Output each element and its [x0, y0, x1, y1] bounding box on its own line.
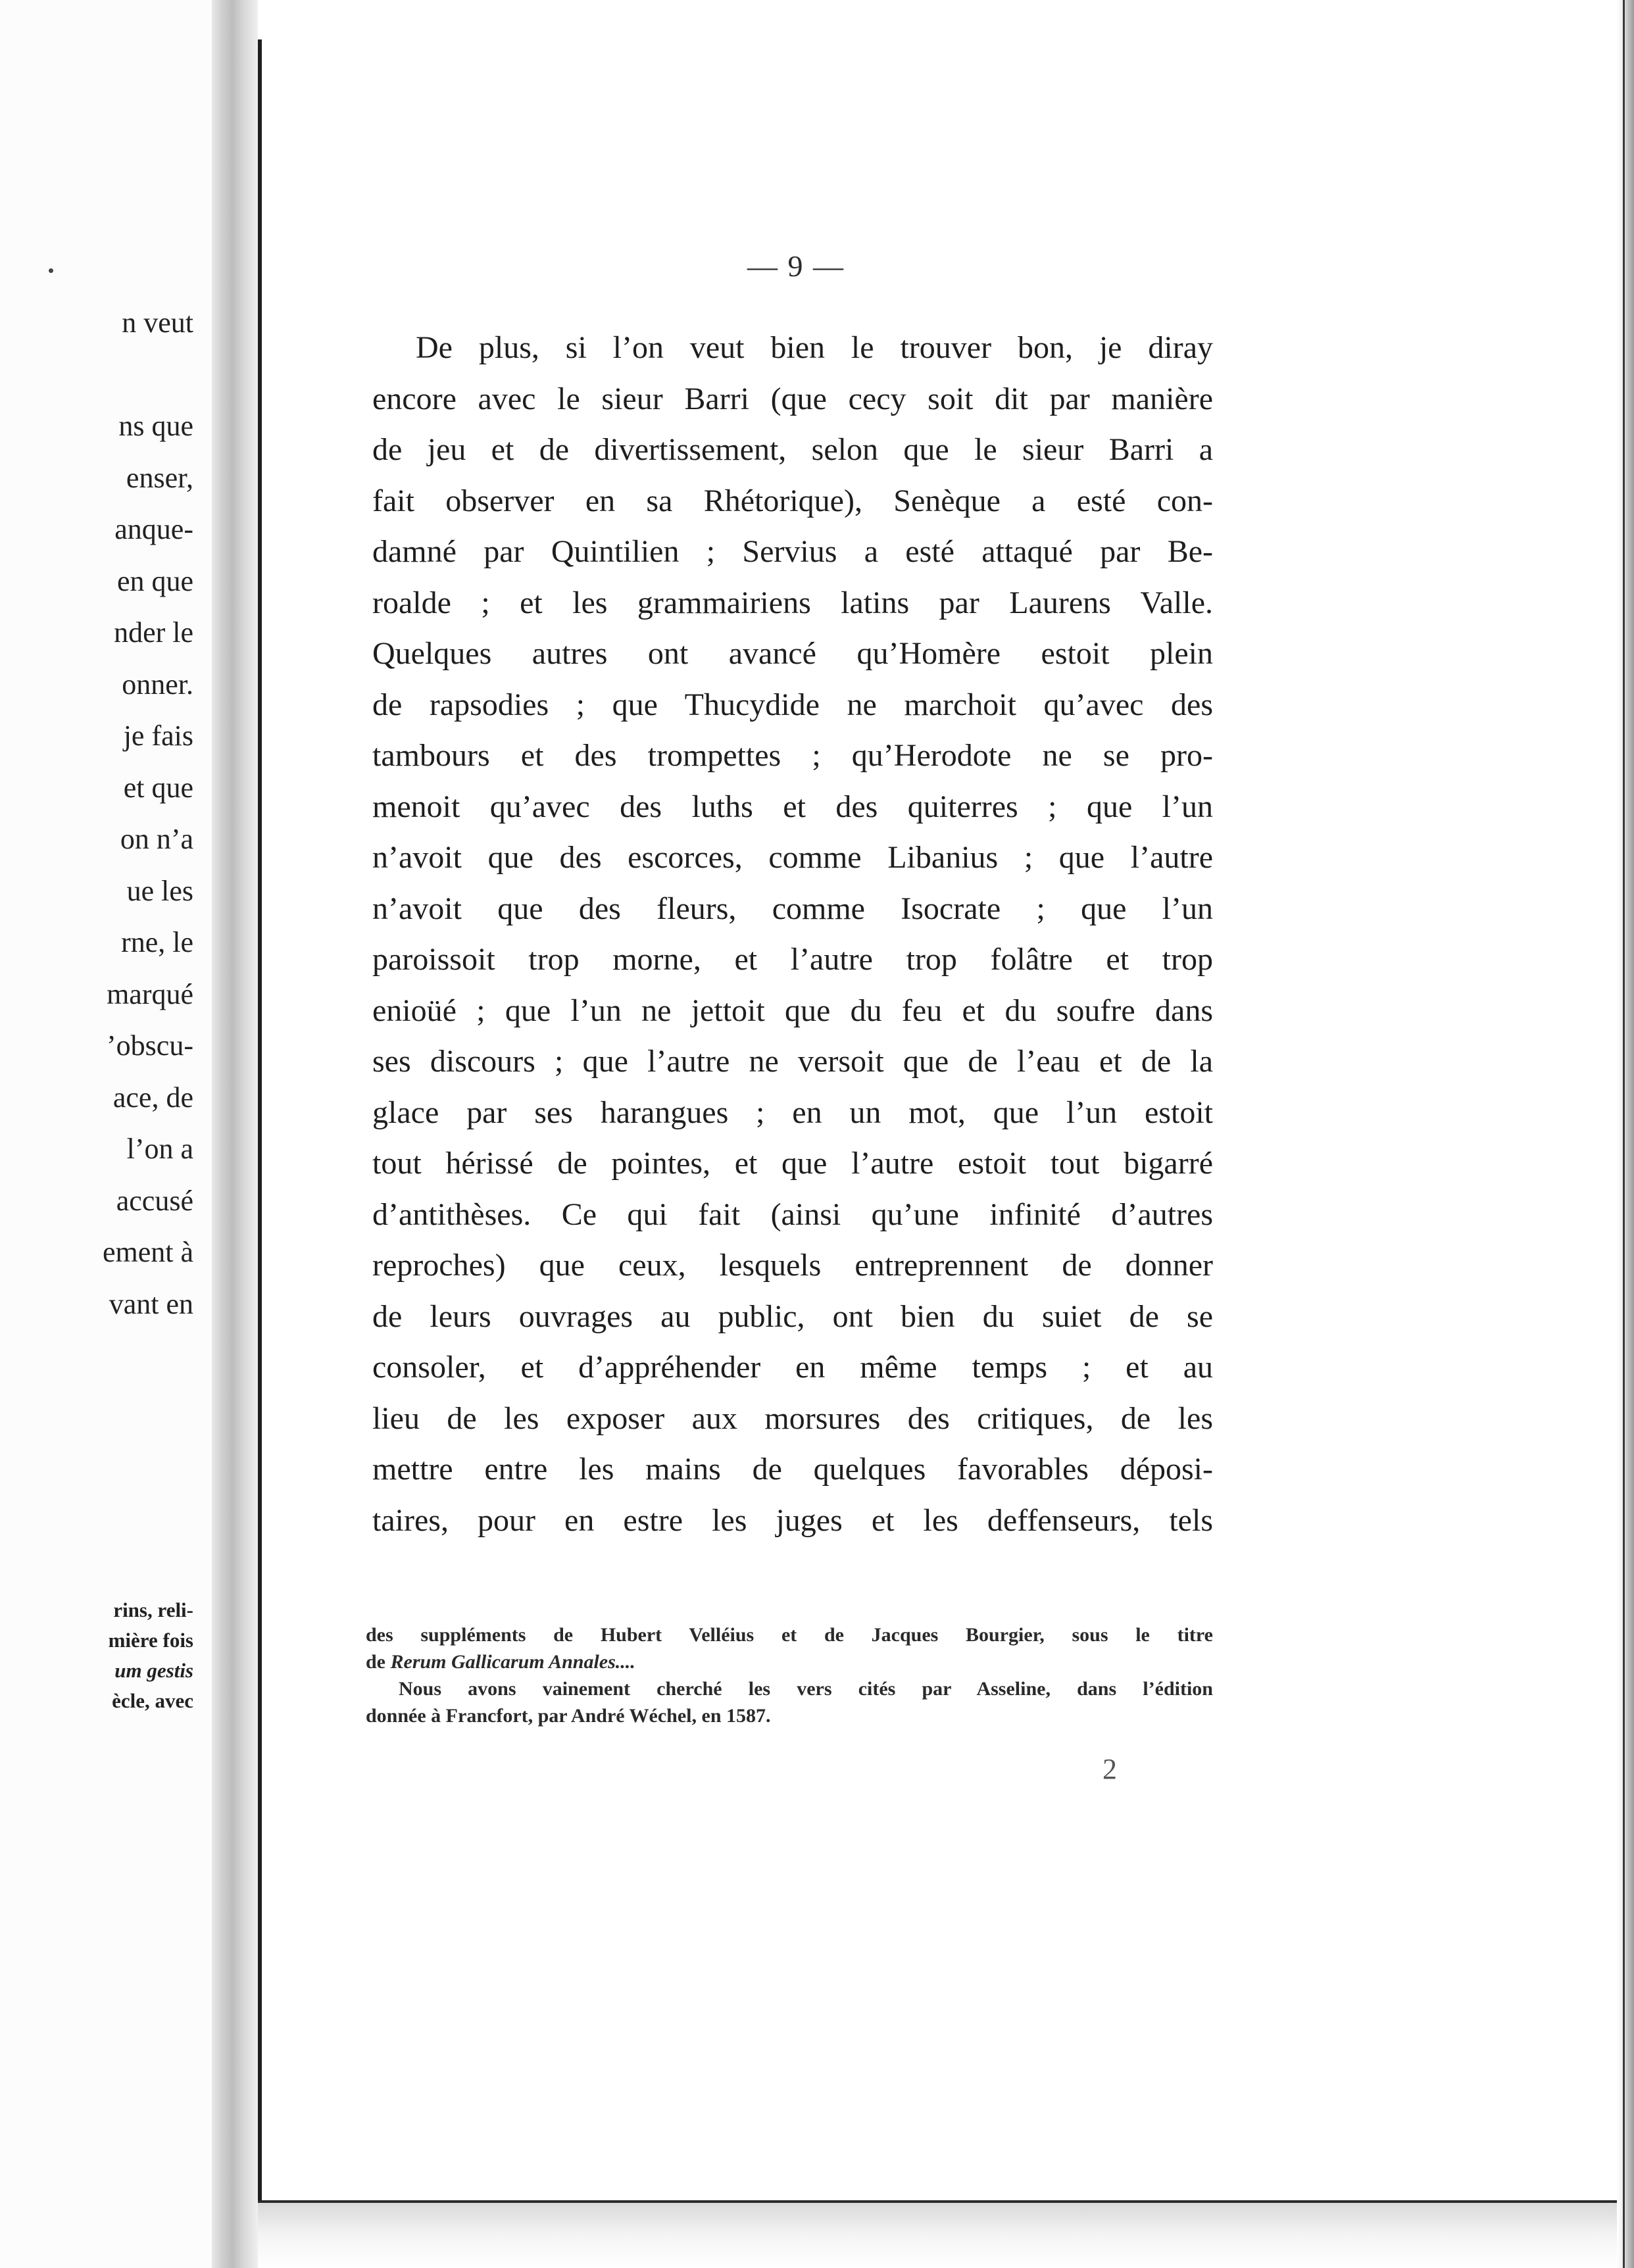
- prev-text-line: ace, de: [112, 1081, 193, 1114]
- prev-text-line: n veut: [122, 307, 193, 339]
- page-number: — 9 —: [747, 249, 845, 283]
- prev-text-line: anque-: [114, 513, 193, 545]
- prev-text-line: et que: [123, 771, 193, 804]
- page-edge-shadow: [1617, 0, 1634, 2268]
- previous-page-fragment: [0, 0, 212, 2268]
- prev-footnote-line: rins, reli-: [113, 1598, 193, 1621]
- prev-text-line: rne, le: [121, 926, 193, 958]
- prev-text-line: ue les: [126, 874, 193, 907]
- text-line: tambours et des trompettes ; qu’Herodote ne se pro-: [372, 738, 1213, 773]
- text-line: tout hérissé de pointes, et que l’autre estoit tout bigarré: [372, 1146, 1213, 1181]
- footnotes: [366, 1621, 1213, 1729]
- text-line: de leurs ouvrages au public, ont bien du suiet de se: [372, 1298, 1213, 1334]
- footnote-line: Nous avons vainement cherché les vers cités par Asseline, dans l’édition: [399, 1678, 1213, 1700]
- prev-text-line: accusé: [116, 1184, 193, 1217]
- page-edge-line: [1623, 0, 1625, 2268]
- text-line: ses discours ; que l’autre ne versoit que de l’eau et de la: [372, 1044, 1213, 1079]
- text-line: damné par Quintilien ; Servius a esté attaqué par Be-: [372, 534, 1213, 569]
- text-line: de jeu et de divertissement, selon que le sieur Barri a: [372, 432, 1213, 467]
- prev-text-line: ement à: [102, 1236, 193, 1268]
- footnote-title: Rerum Gallicarum Annales....: [390, 1651, 635, 1673]
- footnote-line: des suppléments de Hubert Velléius et de Jacques Bourgier, sous le titre: [366, 1624, 1213, 1646]
- text-line: fait observer en sa Rhétorique), Senèque a esté con-: [372, 483, 1213, 518]
- text-line: De plus, si l’on veut bien le trouver bon, je diray: [416, 330, 1213, 365]
- text-line: glace par ses harangues ; en un mot, que l’un estoit: [372, 1095, 1213, 1130]
- previous-page-text: [103, 297, 193, 1330]
- prev-text-line: enser,: [126, 461, 193, 494]
- prev-text-line: ’obscu-: [107, 1029, 193, 1062]
- text-line: menoit qu’avec des luths et des quiterres ; que l’un: [372, 789, 1213, 824]
- prev-text-line: onner.: [122, 668, 193, 701]
- text-line: reproches) que ceux, lesquels entreprennent de donner: [372, 1248, 1213, 1283]
- text-line: consoler, et d’appréhender en même temps ; et au: [372, 1350, 1213, 1385]
- prev-text-line: nder le: [114, 616, 193, 649]
- text-line: enioüé ; que l’un ne jettoit que du feu et du soufre dans: [372, 993, 1213, 1028]
- text-line: Quelques autres ont avancé qu’Homère estoit plein: [372, 636, 1213, 671]
- prev-text-line: on n’a: [120, 823, 193, 855]
- text-line: paroissoit trop morne, et l’autre trop folâtre et trop: [372, 942, 1213, 977]
- prev-text-line: vant en: [109, 1287, 193, 1320]
- previous-page-footnotes: [109, 1595, 193, 1716]
- book-gutter-shadow: [212, 0, 258, 2268]
- prev-footnote-line: mière fois: [108, 1629, 193, 1652]
- main-text: [372, 322, 1213, 1546]
- prev-text-line: je fais: [123, 720, 193, 752]
- page-fold-line: [258, 39, 262, 2210]
- prev-footnote-line: ècle, avec: [112, 1689, 193, 1712]
- footnote-line: donnée à Francfort, par André Wéchel, en 1587.: [366, 1705, 771, 1727]
- text-line: lieu de les exposer aux morsures des critiques, de les: [372, 1400, 1213, 1436]
- text-line: n’avoit que des escorces, comme Libanius ; que l’autre: [372, 840, 1213, 875]
- text-line: de rapsodies ; que Thucydide ne marchoit qu’avec des: [372, 687, 1213, 722]
- prev-text-line: marqué: [107, 977, 193, 1010]
- text-line: n’avoit que des fleurs, comme Isocrate ; que l’un: [372, 891, 1213, 926]
- prev-footnote-line: um gestis: [114, 1659, 193, 1682]
- text-line: roalde ; et les grammairiens latins par Laurens Valle.: [372, 585, 1213, 620]
- prev-text-line: l’on a: [126, 1133, 193, 1165]
- signature-mark: 2: [1102, 1753, 1117, 1785]
- ink-speck: [49, 268, 53, 273]
- text-line: d’antithèses. Ce qui fait (ainsi qu’une infinité d’autres: [372, 1196, 1213, 1232]
- footnote-prefix: de: [366, 1651, 385, 1673]
- footnote-line: [366, 1648, 1213, 1675]
- text-line: mettre entre les mains de quelques favorables déposi-: [372, 1452, 1213, 1487]
- text-line: taires, pour en estre les juges et les deffenseurs, tels: [372, 1502, 1213, 1538]
- page-bottom-shadow: [258, 2203, 1617, 2268]
- prev-text-line: en que: [116, 564, 193, 597]
- text-line: encore avec le sieur Barri (que cecy soit dit par manière: [372, 381, 1213, 416]
- prev-text-line: ns que: [118, 410, 193, 442]
